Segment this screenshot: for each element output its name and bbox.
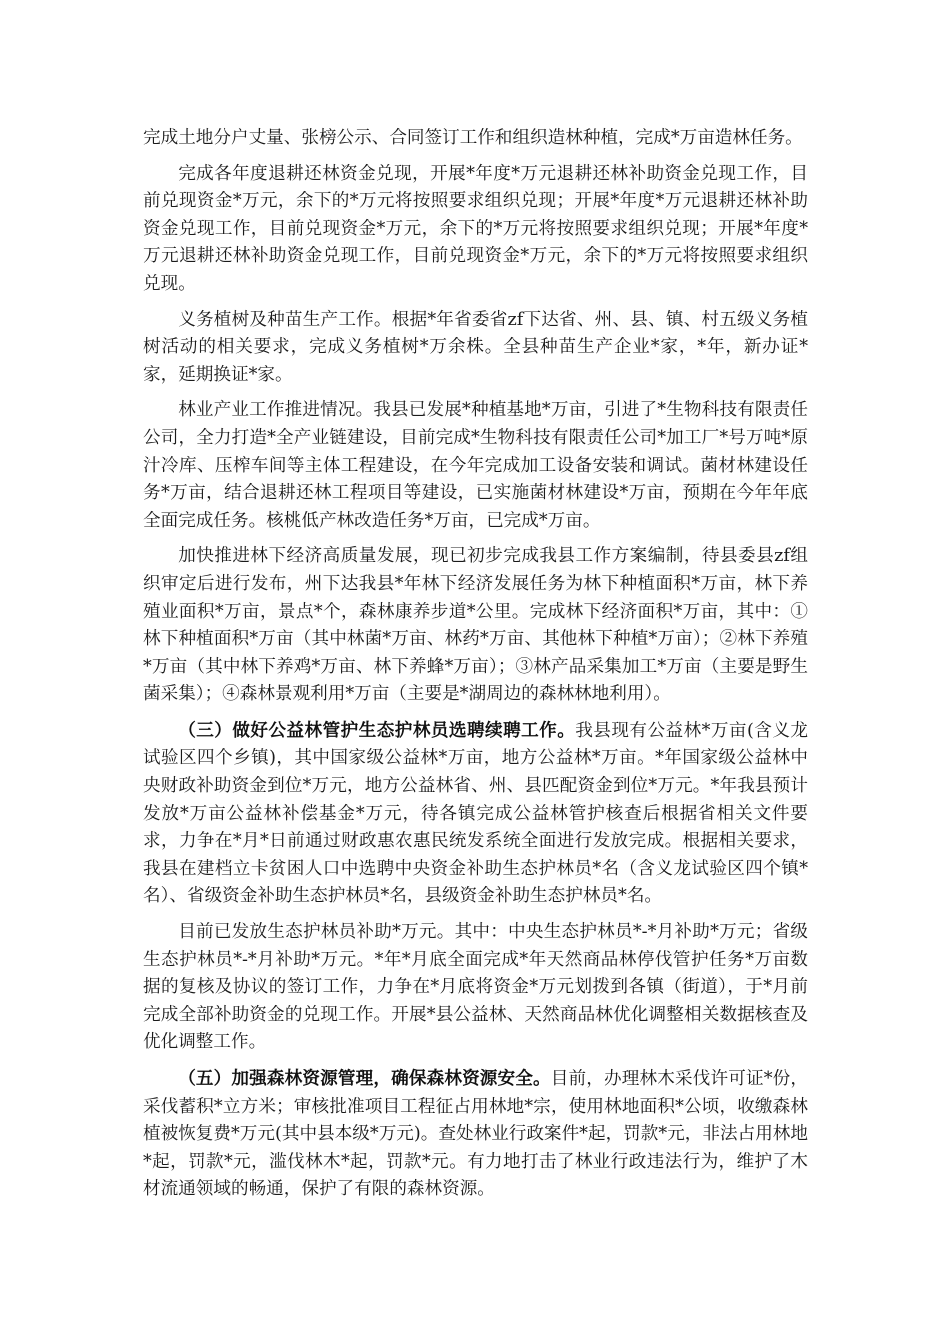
paragraph-7-text: 目前已发放生态护林员补助*万元。其中：中央生态护林员*-*月补助*万元；省级生态护林员*-*月补助*万元。*年*月底全面完成*年天然商品林停伐管护任务*万亩数据的复核及协议的签订工作，力争在*月底将资金*万元划拨到各镇（街道），于*月前完成全部补助资金的兑现工作。开展*县公益林、天然商品林优化调整相关数据核查及优化调整工作。 — [143, 922, 808, 1053]
paragraph-7 — [143, 919, 808, 1057]
paragraph-4-text: 林业产业工作推进情况。我县已发展*种植基地*万亩，引进了*生物科技有限责任公司，全力打造*全产业链建设，目前完成*生物科技有限责任公司*加工厂*号万吨*原汁冷库、压榨车间等主体工程建设，在今年完成加工设备安装和调试。菌材林建设任务*万亩，结合退耕还林工程项目等建设，已实施菌材林建设*万亩，预期在今年年底全面完成任务。核桃低产林改造任务*万亩，已完成*万亩。 — [143, 400, 808, 531]
paragraph-8-text: 目前，办理林木采伐许可证*份，采伐蓄积*立方米；审核批准项目工程征占用林地*宗，使用林地面积*公顷，收缴森林植被恢复费*万元(其中县本级*万元)。查处林业行政案件*起，罚款*元，非法占用林地*起，罚款*元，滥伐林木*起，罚款*元。有力地打击了林业行政违法行为，维护了木材流通领域的畅通，保护了有限的森林资源。 — [143, 1069, 808, 1200]
paragraph-1 — [143, 125, 808, 153]
paragraph-8 — [143, 1065, 808, 1204]
paragraph-5 — [143, 543, 808, 709]
section-heading-3: （三）做好公益林管护生态护林员选聘续聘工作。 — [178, 719, 576, 741]
paragraph-5-text: 加快推进林下经济高质量发展，现已初步完成我县工作方案编制，待县委县zf组织审定后进行发布，州下达我县*年林下经济发展任务为林下种植面积*万亩，林下养殖业面积*万亩，景点*个，森林康养步道*公里。完成林下经济面积*万亩，其中：①林下种植面积*万亩（其中林菌*万亩、林药*万亩、其他林下种植*万亩）；②林下养殖*万亩（其中林下养鸡*万亩、林下养蜂*万亩）；③林产品采集加工*万亩（主要是野生菌采集）；④森林景观利用*万亩（主要是*湖周边的森林林地利用）。 — [143, 546, 808, 705]
paragraph-6 — [143, 717, 808, 911]
paragraph-3 — [143, 307, 808, 390]
paragraph-4 — [143, 397, 808, 535]
paragraph-2-text: 完成各年度退耕还林资金兑现，开展*年度*万元退耕还林补助资金兑现工作，目前兑现资金*万元，余下的*万元将按照要求组织兑现；开展*年度*万元退耕还林补助资金兑现工作，目前兑现资金*万元，余下的*万元将按照要求组织兑现；开展*年度*万元退耕还林补助资金兑现工作，目前兑现资金*万元，余下的*万元将按照要求组织兑现。 — [143, 163, 808, 294]
paragraph-1-text: 完成土地分户丈量、张榜公示、合同签订工作和组织造林种植，完成*万亩造林任务。 — [143, 128, 803, 148]
section-heading-5: （五）加强森林资源管理，确保森林资源安全。 — [178, 1068, 551, 1089]
paragraph-2 — [143, 161, 808, 299]
document-body — [143, 125, 808, 1212]
paragraph-6-text: 我县现有公益林*万亩(含义龙试验区四个乡镇)，其中国家级公益林*万亩，地方公益林*万亩。*年国家级公益林中央财政补助资金到位*万元，地方公益林省、州、县匹配资金到位*万元。*年我县预计发放*万亩公益林补偿基金*万元，待各镇完成公益林管护核查后根据省相关文件要求，力争在*月*日前通过财政惠农惠民统发系统全面进行发放完成。根据相关要求，我县在建档立卡贫困人口中选聘中央资金补助生态护林员*名（含义龙试验区四个镇*名）、省级资金补助生态护林员*名，县级资金补助生态护林员*名。 — [143, 720, 808, 907]
paragraph-3-text: 义务植树及种苗生产工作。根据*年省委省zf下达省、州、县、镇、村五级义务植树活动的相关要求，完成义务植树*万余株。全县种苗生产企业*家，*年，新办证*家，延期换证*家。 — [143, 309, 808, 385]
